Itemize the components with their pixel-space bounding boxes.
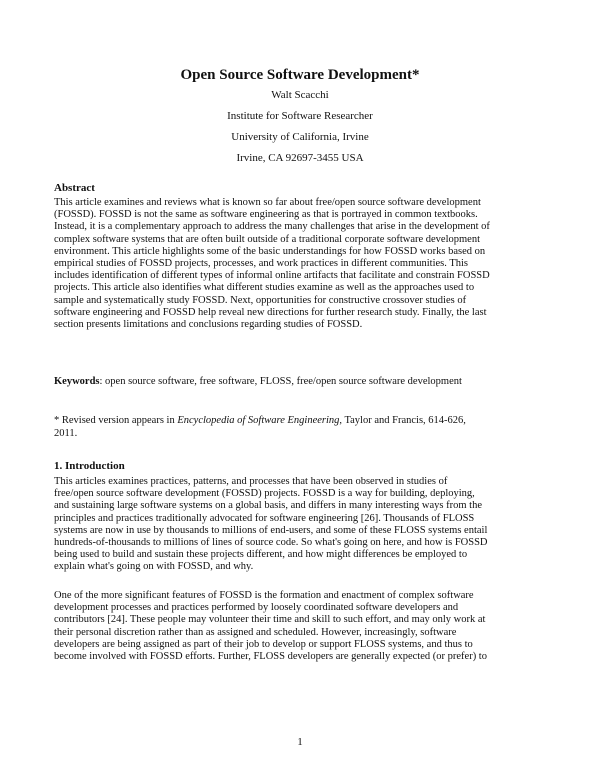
intro-line: hundreds-of-thousands to millions of lines of source code. So what's going on here, and how is FOSSD (54, 537, 488, 549)
abstract-line: software engineering and FOSSD help reveal new directions for further research study. Finally, the last (54, 306, 487, 318)
paper-title: Open Source Software Development* (180, 67, 420, 83)
keywords (54, 375, 462, 388)
abstract-line: section presents limitations and conclusions regarding studies of FOSSD. (54, 319, 363, 331)
intro-line: free/open source software development (FOSSD) projects. FOSSD is a way for building, deploying, (54, 488, 475, 500)
intro-line: and sustaining large software systems on a global basis, and differs in many interesting ways from the (54, 500, 482, 512)
footnote-suffix: , Taylor and Francis, 614-626, (339, 415, 466, 426)
author-affiliation: Institute for Software Researcher (227, 110, 373, 122)
author-address: Irvine, CA 92697-3455 USA (236, 152, 364, 164)
abstract-heading: Abstract (54, 182, 95, 194)
abstract-line: empirical studies of FOSSD projects, processes, and work practices in different communities. This (54, 258, 468, 270)
intro-line: systems are now in use by thousands to millions of end-users, and some of these FLOSS systems entail (54, 524, 488, 536)
abstract-body (54, 197, 554, 331)
abstract-line: sample and systematically study FOSSD. Next, opportunities for constructive crossover studies of (54, 294, 467, 306)
abstract-line: Instead, it is a complementary approach to address the many challenges that arise in the development of (54, 221, 490, 233)
intro-line: One of the more significant features of FOSSD is the formation and enactment of complex software (54, 590, 474, 601)
footnote-prefix: * Revised version appears in (54, 415, 178, 426)
introduction-heading: 1. Introduction (54, 460, 125, 472)
abstract-line: projects. This article also identifies what different studies examine as well as the approaches used to (54, 282, 475, 294)
abstract-line: includes identification of different types of informal online artifacts that facilitate and constrain FOSSD (54, 270, 490, 282)
author-name: Walt Scacchi (271, 89, 329, 101)
intro-line: explain what's going on with FOSSD, and why. (54, 561, 254, 573)
author-university: University of California, Irvine (231, 131, 369, 143)
intro-line: development processes and practices performed by loosely coordinated software developers and (54, 602, 459, 614)
revision-footnote (54, 414, 554, 440)
introduction-paragraph-1 (54, 476, 554, 574)
footnote-year: 2011. (54, 428, 78, 439)
intro-line: contributors [24]. These people may volunteer their time and skill to such effort, and may only work at (54, 614, 486, 626)
keywords-label: Keywords (54, 376, 100, 387)
abstract-line: complex software systems that are often built outside of a traditional corporate software development (54, 233, 480, 245)
intro-line: become involved with FOSSD efforts. Further, FLOSS developers are generally expected (or prefer) to (54, 651, 487, 663)
abstract-line: environment. This article highlights some of the basic understandings for how FOSSD works based on (54, 245, 486, 257)
intro-line: being used to build and sustain these projects different, and how might differences be employed to (54, 549, 468, 561)
intro-line: principles and practices traditionally advocated for software engineering [26]. Thousands of FLOSS (54, 512, 475, 524)
introduction-paragraph-2 (54, 590, 554, 663)
intro-line: their personal discretion rather than as assigned and scheduled. However, increasingly, software (54, 626, 457, 638)
abstract-line: This article examines and reviews what is known so far about free/open source software development (54, 197, 481, 208)
footnote-journal: Encyclopedia of Software Engineering (177, 415, 340, 426)
intro-line: developers are being assigned as part of their job to develop or support FLOSS systems, and thus to (54, 638, 473, 650)
keywords-text: : open source software, free software, FLOSS, free/open source software development (99, 376, 462, 387)
intro-line: This articles examines practices, patterns, and processes that have been observed in studies of (54, 476, 448, 487)
page-number: 1 (297, 736, 303, 748)
abstract-line: (FOSSD). FOSSD is not the same as software engineering as that is portrayed in common textbooks. (54, 209, 478, 221)
